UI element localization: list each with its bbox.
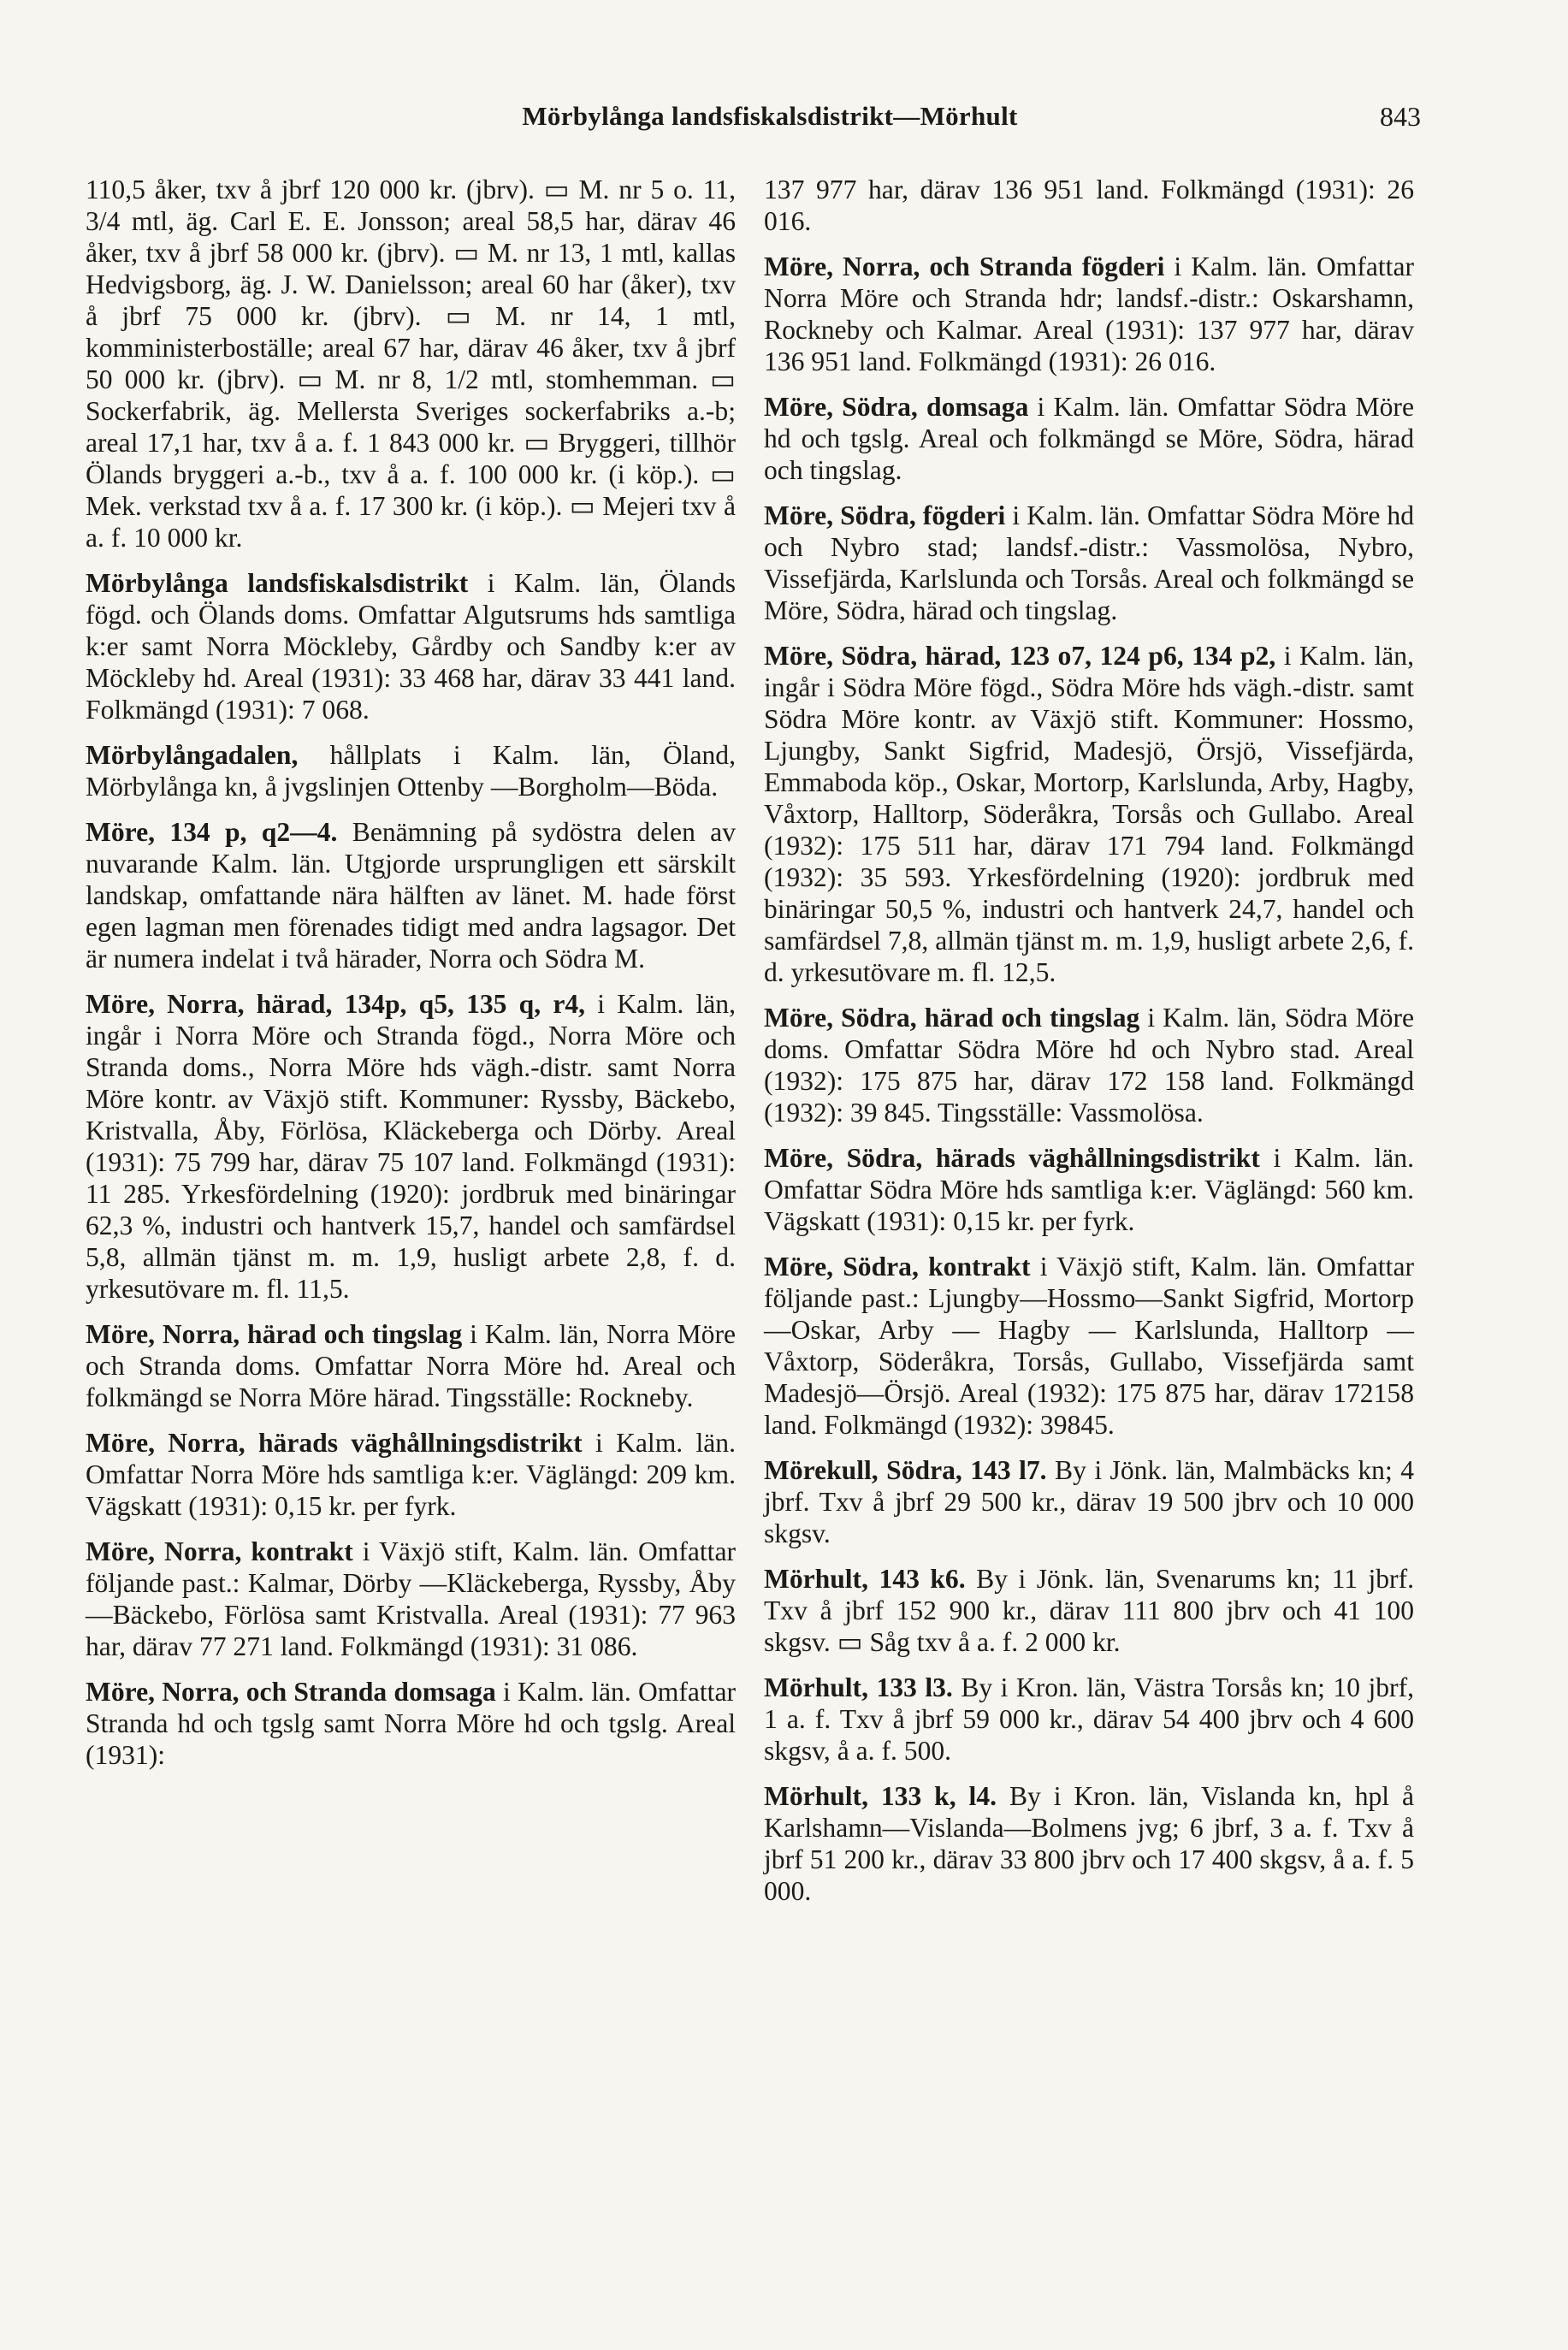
entry (764, 251, 1414, 377)
entry (764, 1251, 1414, 1441)
entry (764, 640, 1414, 988)
headword: Möre, 134 p, q2—4. (86, 817, 338, 847)
entry (764, 500, 1414, 626)
headword: Mörbylånga landsfiskalsdistrikt (86, 568, 469, 598)
entry (86, 174, 736, 553)
entry-body: i Kalm. län. Omfattar Norra Möre hds samtliga k:er. Väglängd: 209 km. Vägskatt (1931): 0,15 kr. per fyrk. (86, 1428, 736, 1521)
headword: Möre, Norra, härads väghållningsdistrikt (86, 1428, 583, 1458)
headword: Möre, Norra, kontrakt (86, 1536, 353, 1566)
entry (764, 1563, 1414, 1658)
headword: Möre, Södra, härad, 123 o7, 124 p6, 134 p2, (764, 641, 1276, 671)
entry-body: i Kalm. län, Norra Möre och Stranda doms. Omfattar Norra Möre hd. Areal och folkmängd se Norra Möre härad. Tingsställe: Rockneby. (86, 1319, 736, 1412)
headword: Mörhult, 143 k6. (764, 1564, 966, 1594)
entry (86, 1676, 736, 1771)
entry (764, 1454, 1414, 1549)
entry (86, 988, 736, 1305)
entry (764, 391, 1414, 486)
entry (86, 1536, 736, 1662)
entry (764, 1142, 1414, 1237)
entry-body: i Kalm. län. Omfattar Södra Möre hd och Nybro stad; landsf.-distr.: Vassmolösa, Nybro, Vissefjärda, Karlslunda och Torsås. Areal och folkmängd se Möre, Södra, härad och tingslag. (764, 500, 1415, 625)
headword: Möre, Norra, härad, 134p, q5, 135 q, r4, (86, 989, 586, 1019)
entry (86, 1318, 736, 1413)
entry-body: i Kalm. län. Omfattar Stranda hd och tgslg samt Norra Möre hd och tgslg. Areal (1931): (86, 1677, 736, 1770)
headword: Möre, Södra, härads väghållningsdistrikt (764, 1143, 1260, 1173)
entry (764, 1002, 1414, 1128)
left-column (86, 174, 736, 1785)
headword: Möre, Södra, fögderi (764, 500, 1006, 530)
headword: Mörekull, Södra, 143 l7. (764, 1455, 1047, 1485)
entry-body: i Kalm. län, ingår i Södra Möre fögd., Södra Möre hds vägh.-distr. samt Södra Möre kontr. av Växjö stift. Kommuner: Hossmo, Ljungby, Sankt Sigfrid, Madesjö, Örsjö, Vissefjärda, Emmaboda köp., Oskar, Mortorp, Karlslunda, Arby, Hagby, Våxtorp, Halltorp, Söderåkra, Torsås och Gullabo. Areal (1932): 175 511 har, därav 171 794 land. Folkmängd (1932): 35 593. Yrkesfördelning (1920): jordbruk med binäringar 50,5 %, industri och hantverk 24,7, handel och samfärdsel 7,8, allmän tjänst m. m. 1,9, husligt arbete 2,6, f. d. yrkesutövare m. fl. 12,5. (764, 641, 1414, 987)
right-column (764, 174, 1414, 1921)
entry (86, 816, 736, 974)
headword: Möre, Södra, kontrakt (764, 1252, 1031, 1282)
entry-body: i Kalm. län. Omfattar Södra Möre hds samtliga k:er. Väglängd: 560 km. Vägskatt (1931): 0,15 kr. per fyrk. (764, 1143, 1414, 1236)
entry-body: i Kalm. län, ingår i Norra Möre och Stranda fögd., Norra Möre och Stranda doms., Norra Möre hds vägh.-distr. samt Norra Möre kontr. av Växjö stift. Kommuner: Ryssby, Bäckebo, Kristvalla, Åby, Förlösa, Kläckeberga och Dörby. Areal (1931): 75 799 har, därav 75 107 land. Folkmängd (1931): 11 285. Yrkesfördelning (1920): jordbruk med binäringar 62,3 %, industri och hantverk 15,7, handel och samfärdsel 5,8, allmän tjänst m. m. 1,9, husligt arbete 2,8, f. d. yrkesutövare m. fl. 11,5. (86, 989, 737, 1304)
headword: Möre, Södra, härad och tingslag (764, 1003, 1140, 1033)
page-header (0, 101, 1568, 152)
running-head: Mörbylånga landsfiskalsdistrikt—Mörhult (522, 101, 1018, 131)
headword: Möre, Norra, härad och tingslag (86, 1319, 463, 1349)
entry (764, 1672, 1414, 1767)
entry-body: By i Kron. län, Västra Torsås kn; 10 jbrf, 1 a. f. Txv å jbrf 59 000 kr., därav 54 400 jbrv och 4 600 skgsv, å a. f. 500. (764, 1672, 1414, 1766)
entry (764, 174, 1414, 237)
page-number: 843 (1380, 101, 1421, 132)
entry (86, 567, 736, 725)
entry-body: hållplats i Kalm. län, Öland, Mörbylånga kn, å jvgslinjen Ottenby —Borgholm—Böda. (86, 740, 736, 802)
entry-body: i Kalm. län, Ölands fögd. och Ölands doms. Omfattar Algutsrums hds samtliga k:er samt Norra Möckleby, Gårdby och Sandby k:er av Möckleby hd. Areal (1931): 33 468 har, därav 33 441 land. Folkmängd (1931): 7 068. (86, 568, 736, 725)
entry-body: i Kalm. län. Omfattar Södra Möre hd och tgslg. Areal och folkmängd se Möre, Södra, härad och tingslag. (764, 392, 1414, 485)
entry-body: i Växjö stift, Kalm. län. Omfattar följande past.: Ljungby—Hossmo—Sankt Sigfrid, Mortorp—Oskar, Arby — Hagby — Karlslunda, Halltorp — Våxtorp, Söderåkra, Torsås, Gullabo, Vissefjärda samt Madesjö—Örsjö. Areal (1932): 175 875 har, därav 172158 land. Folkmängd (1932): 39845. (764, 1252, 1414, 1440)
headword: Möre, Södra, domsaga (764, 392, 1029, 422)
entry-body: By i Kron. län, Vislanda kn, hpl å Karlshamn—Vislanda—Bolmens jvg; 6 jbrf, 3 a. f. Txv å jbrf 51 200 kr., därav 33 800 jbrv och 17 400 skgsv, å a. f. 5 000. (764, 1781, 1414, 1906)
entry-body: Benämning på sydöstra delen av nuvarande Kalm. län. Utgjorde ursprungligen ett särskilt landskap, omfattande nära hälften av länet. M. hade först egen lagman men förenades tidigt med andra lagsagor. Det är numera indelat i två härader, Norra och Södra M. (86, 817, 736, 974)
headword: Mörhult, 133 l3. (764, 1672, 953, 1702)
headword: Mörbylångadalen, (86, 740, 299, 770)
entry-body: i Kalm. län. Omfattar Norra Möre och Stranda hdr; landsf.-distr.: Oskarshamn, Rockneby och Kalmar. Areal (1931): 137 977 har, därav 136 951 land. Folkmängd (1931): 26 016. (764, 252, 1414, 376)
entry-body: i Växjö stift, Kalm. län. Omfattar följande past.: Kalmar, Dörby —Kläckeberga, Ryssby, Åby—Bäckebo, Förlösa samt Kristvalla. Areal (1931): 77 963 har, därav 77 271 land. Folkmängd (1931): 31 086. (86, 1536, 736, 1661)
entry-body: i Kalm. län, Södra Möre doms. Omfattar Södra Möre hd och Nybro stad. Areal (1932): 175 875 har, därav 172 158 land. Folkmängd (1932): 39 845. Tingsställe: Vassmolösa. (764, 1003, 1414, 1128)
entry (86, 739, 736, 802)
headword: Möre, Norra, och Stranda domsaga (86, 1677, 496, 1707)
entry (86, 1427, 736, 1522)
entry (764, 1780, 1414, 1907)
entry-body: By i Jönk. län, Malmbäcks kn; 4 jbrf. Txv å jbrf 29 500 kr., därav 19 500 jbrv och 10 000 skgsv. (764, 1455, 1414, 1548)
headword: Möre, Norra, och Stranda fögderi (764, 252, 1165, 281)
entry-body: 137 977 har, därav 136 951 land. Folkmängd (1931): 26 016. (764, 175, 1414, 236)
headword: Mörhult, 133 k, l4. (764, 1781, 997, 1811)
entry-body: 110,5 åker, txv å jbrf 120 000 kr. (jbrv). ▭ M. nr 5 o. 11, 3/4 mtl, äg. Carl E. E. Jonsson; areal 58,5 har, därav 46 åker, txv å jbrf 58 000 kr. (jbrv). ▭ M. nr 13, 1 mtl, kallas Hedvigsborg, äg. J. W. Danielsson; areal 60 har (åker), txv å jbrf 75 000 kr. (jbrv). ▭ M. nr 14, 1 mtl, komministerboställe; areal 67 har, därav 46 åker, txv å jbrf 50 000 kr. (jbrv). ▭ M. nr 8, 1/2 mtl, stomhemman. ▭ Sockerfabrik, äg. Mellersta Sveriges sockerfabriks a.-b; areal 17,1 har, txv å a. f. 1 843 000 kr. ▭ Bryggeri, tillhör Ölands bryggeri a.-b., txv å a. f. 100 000 kr. (i köp.). ▭ Mek. verkstad txv å a. f. 17 300 kr. (i köp.). ▭ Mejeri txv å a. f. 10 000 kr. (86, 175, 736, 553)
entry-body: By i Jönk. län, Svenarums kn; 11 jbrf. Txv å jbrf 152 900 kr., därav 111 800 jbrv och 41 100 skgsv. ▭ Såg txv å a. f. 2 000 kr. (764, 1564, 1414, 1657)
